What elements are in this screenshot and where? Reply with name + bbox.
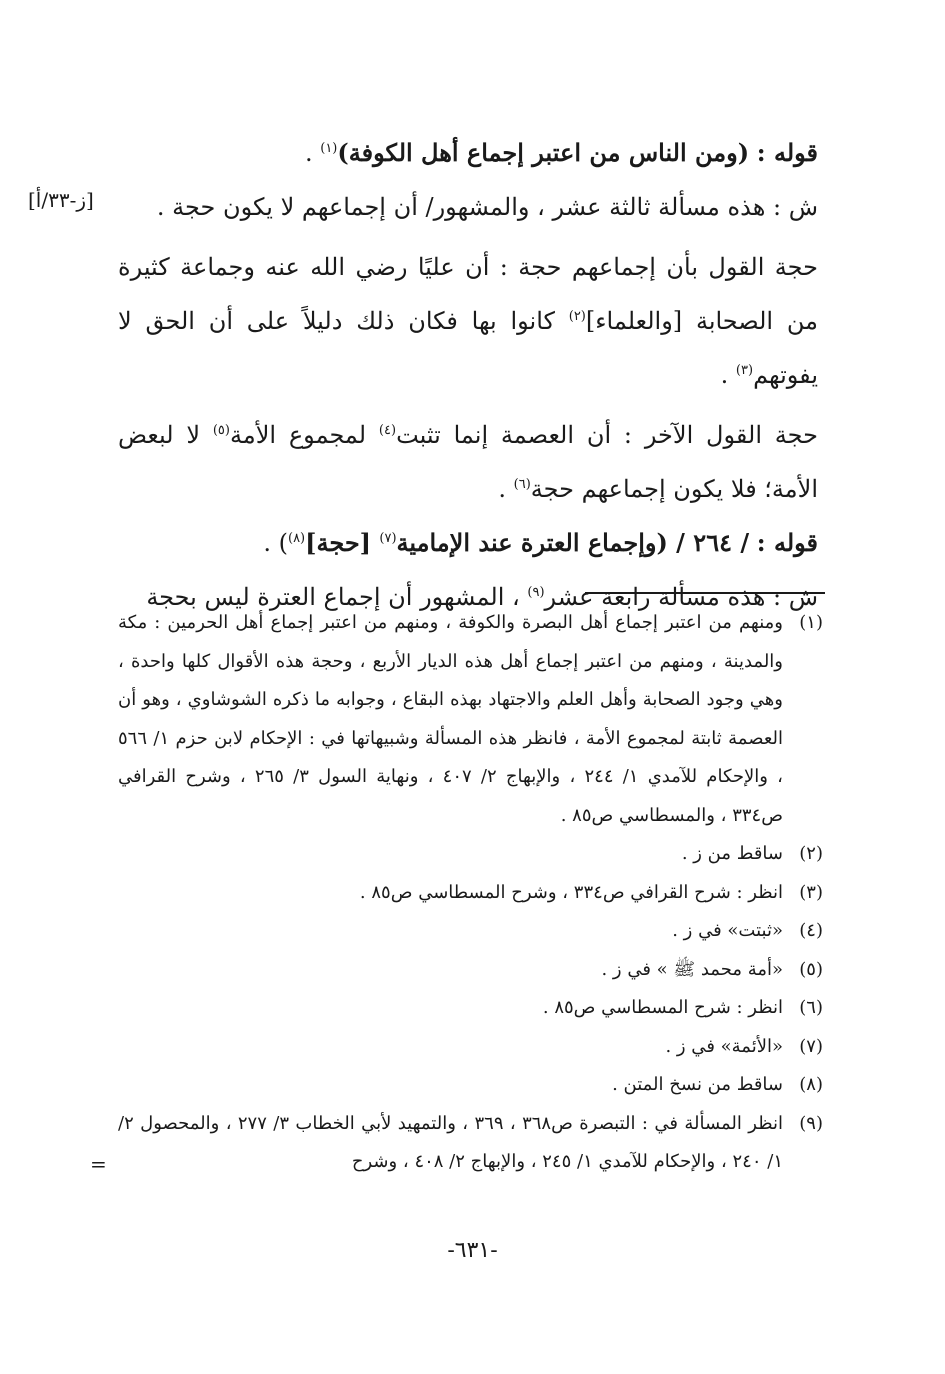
footnote-9 — [118, 1105, 823, 1182]
commentary-text: ، المشهور أن إجماع العترة ليس بحجة — [146, 583, 528, 611]
commentary-text: حجة القول الآخر : أن العصمة إنما تثبت — [396, 421, 819, 449]
footnote-4 — [118, 912, 823, 951]
footnote-number: (٢) — [799, 843, 823, 864]
quoted-matn: / ٢٦٤ / (وإجماع العترة عند الإمامية — [396, 528, 750, 557]
punctuation: . — [720, 361, 736, 389]
main-paragraph-1 — [118, 126, 818, 180]
footnote-text: انظر : شرح القرافي ص٣٣٤ ، وشرح المسطاسي ص٨٥ . — [359, 881, 783, 903]
page-number: -٦٣١- — [447, 1238, 498, 1263]
main-paragraph-4 — [118, 408, 818, 516]
commentary-text: لمجموع الأمة — [229, 421, 379, 449]
footnote-text: ساقط من ز . — [681, 843, 783, 864]
footnotes — [118, 604, 823, 1182]
punctuation: ) . — [263, 529, 288, 557]
punctuation: . — [498, 475, 514, 503]
footnote-3 — [118, 874, 823, 913]
commentary-text: حجة القول بأن إجماعهم حجة : أن عليًا رضي الله عنه وجماعة كثيرة من الصحابة [والعلماء] — [118, 253, 818, 335]
margin-manuscript-reference: [ز-٣٣/أ] — [28, 188, 94, 212]
footnote-text: «ثبتت» في ز . — [672, 920, 783, 941]
commentary-text: كانوا بها فكان ذلك دليلاً على أن الحق لا يفوتهم — [118, 307, 818, 389]
footnote-ref: (١) — [320, 141, 338, 156]
footnote-8 — [118, 1066, 823, 1105]
commentary-text: لا لبعض الأمة؛ فلا يكون إجماعهم حجة — [118, 421, 818, 503]
footnote-ref: (٩) — [527, 585, 545, 600]
footnote-separator — [585, 592, 825, 594]
footnote-5 — [118, 951, 823, 990]
commentary-text: ش : هذه مسألة رابعة عشر — [544, 583, 818, 611]
footnote-number: (٤) — [799, 920, 823, 941]
quoted-matn: [حجة] — [305, 528, 380, 557]
footnote-ref: (٢) — [568, 309, 586, 324]
main-paragraph-2 — [118, 180, 818, 234]
main-paragraph-5 — [118, 516, 818, 570]
footnote-text: انظر المسألة في : التبصرة ص٣٦٨ ، ٣٦٩ ، والتمهيد لأبي الخطاب ٣/ ٢٧٧ ، والمحصول ٢/ ١/ ٢٤٠ ، والإحكام للآمدي ١/ ٢٤٥ ، والإبهاج ٢/ ٤٠٨ ، وشرح — [118, 1112, 783, 1172]
footnote-2 — [118, 835, 823, 874]
commentary-text: ش : هذه مسألة ثالثة عشر ، والمشهور/ أن إجماعهم لا يكون حجة . — [156, 193, 818, 221]
footnote-ref: (٣) — [735, 363, 754, 378]
main-paragraph-3 — [118, 240, 818, 402]
footnote-text: ومنهم من اعتبر إجماع أهل البصرة والكوفة ، ومنهم من اعتبر إجماع أهل الحرمين : مكة والمدينة ، ومنهم من اعتبر إجماع أهل هذه الديار الأربع ، وحجة هذه الأقوال كلها واحدة ، وهي وجود الصحابة وأهل العلم والاجتهاد بهذه البقاع ، وجوابه ما ذكره الشوشاوي ، وهو أن العصمة ثابتة لمجموع الأمة ، فانظر هذه المسألة وشبيهاتها في : الإحكام لابن حزم ١/ ٥٦٦ ، والإحكام للآمدي ١/ ٢٤٤ ، والإبهاج ٢/ ٤٠٧ ، ونهاية السول ٣/ ٢٦٥ ، وشرح القرافي ص٣٣٤ ، والمسطاسي ص٨٥ . — [118, 612, 783, 826]
quote-label: قوله : — [756, 528, 818, 557]
footnote-number: (٣) — [799, 881, 823, 903]
footnote-ref: (٥) — [212, 423, 230, 438]
quote-label: قوله : — [756, 138, 818, 167]
footnote-ref: (٦) — [513, 477, 531, 492]
punctuation: . — [304, 139, 321, 167]
footnote-number: (١) — [799, 612, 823, 633]
footnote-1 — [118, 604, 823, 835]
footnote-7 — [118, 1028, 823, 1067]
footnote-number: (٦) — [799, 997, 823, 1018]
footnote-text: «أمة محمد ﷺ » في ز . — [601, 958, 783, 980]
main-text — [118, 126, 818, 624]
footnote-number: (٧) — [799, 1035, 823, 1057]
footnote-number: (٥) — [799, 958, 823, 980]
footnote-ref: (٤) — [378, 423, 397, 438]
continuation-mark: = — [90, 1152, 107, 1176]
quoted-matn: (ومن الناس من اعتبر إجماع أهل الكوفة) — [337, 138, 750, 167]
footnote-text: انظر : شرح المسطاسي ص٨٥ . — [542, 997, 783, 1018]
footnote-ref: (٨) — [287, 531, 306, 546]
footnote-number: (٨) — [799, 1074, 823, 1095]
footnote-ref: (٧) — [379, 531, 397, 546]
footnote-text: ساقط من نسخ المتن . — [612, 1074, 783, 1095]
footnote-number: (٩) — [799, 1112, 823, 1134]
footnote-6 — [118, 989, 823, 1028]
footnote-text: «الأئمة» في ز . — [665, 1035, 783, 1057]
